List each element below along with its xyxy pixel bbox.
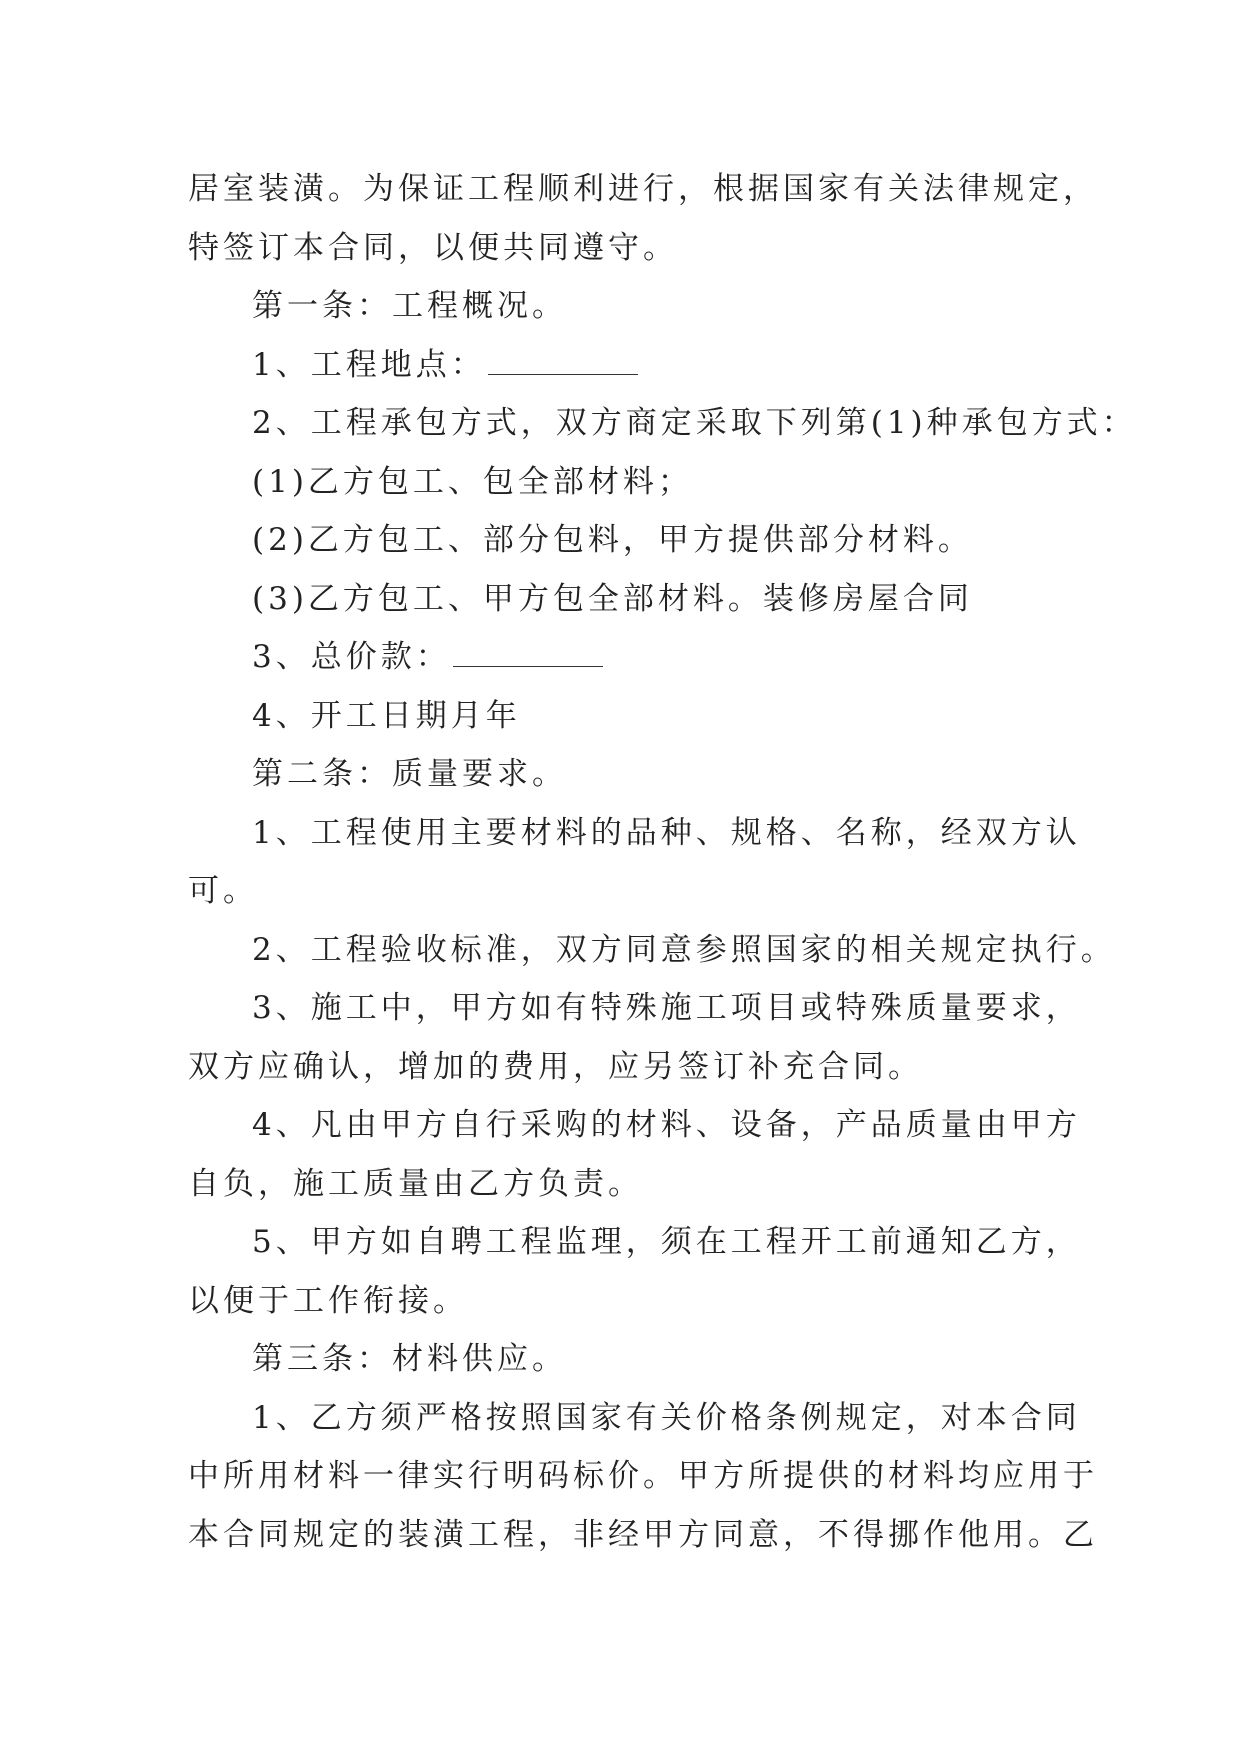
- paragraph-line: 可。: [188, 873, 258, 909]
- contract-body: [188, 160, 1137, 1564]
- paragraph-line: 中所用材料一律实行明码标价。甲方所提供的材料均应用于: [188, 1458, 1098, 1494]
- paragraph-line: 4、凡由甲方自行采购的材料、设备，产品质量由甲方: [252, 1107, 1081, 1143]
- paragraph-line: [188, 628, 1068, 687]
- paragraph-line: 5、甲方如自聘工程监理，须在工程开工前通知乙方，: [252, 1224, 1081, 1260]
- paragraph-line: 本合同规定的装潢工程，非经甲方同意，不得挪作他用。乙: [188, 1516, 1098, 1553]
- list-item: (1)乙方包工、包全部材料；: [252, 463, 693, 500]
- paragraph-line: 4、开工日期月年: [252, 697, 521, 734]
- paragraph-line: [188, 336, 1068, 395]
- project-location-blank: [488, 354, 638, 375]
- total-price-label: 3、总价款：: [252, 639, 451, 675]
- paragraph-line: 1、工程使用主要材料的品种、规格、名称，经双方认: [252, 814, 1081, 851]
- paragraph-line: 特签订本合同，以便共同遵守。: [188, 229, 678, 266]
- list-item: (2)乙方包工、部分包料，甲方提供部分材料。: [252, 522, 973, 558]
- project-location-label: 1、工程地点：: [252, 346, 486, 383]
- paragraph-line: 居室装潢。为保证工程顺利进行，根据国家有关法律规定，: [188, 171, 1098, 207]
- paragraph-line: 以便于工作衔接。: [188, 1282, 468, 1319]
- total-price-blank: [453, 646, 603, 667]
- paragraph-line: 自负，施工质量由乙方负责。: [188, 1165, 643, 1202]
- list-item: (3)乙方包工、甲方包全部材料。装修房屋合同: [252, 580, 973, 617]
- article-heading: 第二条：质量要求。: [252, 756, 567, 792]
- paragraph-line: 1、乙方须严格按照国家有关价格条例规定，对本合同: [252, 1399, 1081, 1436]
- article-heading: 第一条：工程概况。: [252, 288, 567, 324]
- paragraph-line: 2、工程承包方式，双方商定采取下列第(1)种承包方式：: [252, 405, 1137, 441]
- paragraph-line: 3、施工中，甲方如有特殊施工项目或特殊质量要求，: [252, 990, 1081, 1026]
- article-heading: 第三条：材料供应。: [252, 1341, 567, 1377]
- paragraph-line: 双方应确认，增加的费用，应另签订补充合同。: [188, 1048, 923, 1085]
- paragraph-line: 2、工程验收标准，双方同意参照国家的相关规定执行。: [252, 931, 1116, 968]
